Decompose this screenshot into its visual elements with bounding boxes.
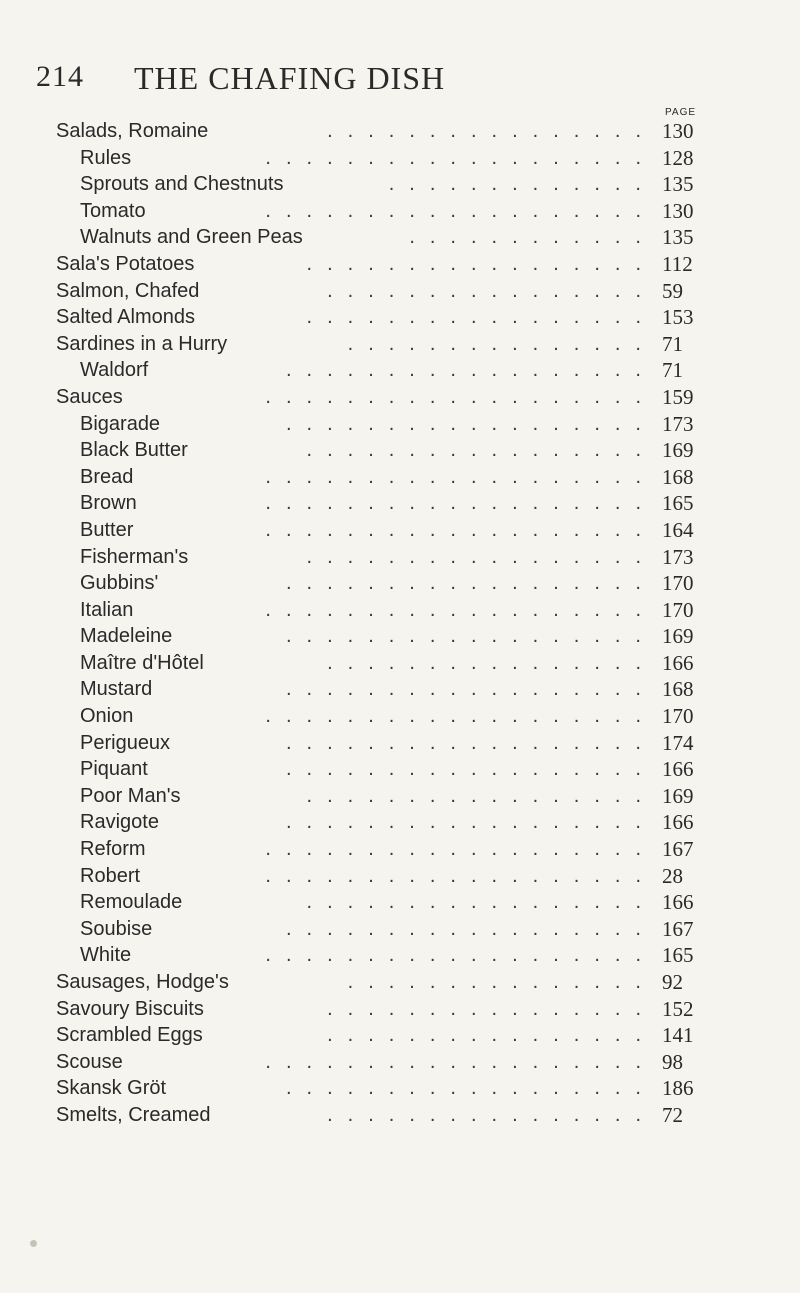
dot-leader: ................... <box>265 864 656 887</box>
index-entry-term: Reform <box>80 838 146 861</box>
index-entry-page: 152 <box>662 996 694 1021</box>
index-entry <box>56 676 716 703</box>
index-entry-page: 141 <box>662 1023 694 1048</box>
index-entry-term: Walnuts and Green Peas <box>80 226 303 249</box>
dot-leader: ................ <box>327 279 656 302</box>
dot-leader: ................... <box>265 492 656 515</box>
running-header <box>36 60 740 100</box>
index-entry-page: 159 <box>662 384 694 409</box>
index-entry-term: Bigarade <box>80 412 161 435</box>
index-entry <box>56 1102 716 1129</box>
index-entry-page: 130 <box>662 119 694 143</box>
index-entry <box>56 544 716 571</box>
index-entry-term: Scouse <box>56 1050 123 1073</box>
index-entry <box>56 889 716 916</box>
dot-leader: ................. <box>306 545 656 568</box>
dot-leader: .................. <box>285 412 656 435</box>
index-entry-term: Salted Almonds <box>56 306 195 329</box>
index-entry-page: 166 <box>662 757 694 782</box>
index-entry <box>56 278 716 305</box>
index-entry-page: 169 <box>662 783 694 808</box>
index-entry-term: Madeleine <box>80 625 173 648</box>
index-entry-page: 166 <box>662 650 694 675</box>
index-entry-page: 186 <box>662 1076 694 1101</box>
index-entry-page: 168 <box>662 464 694 489</box>
index-entry <box>56 597 716 624</box>
index-entry-term: Piquant <box>80 758 148 781</box>
dot-leader: ............ <box>409 226 656 249</box>
index-entry <box>56 703 716 730</box>
index-list <box>56 118 716 1129</box>
index-entry-page: 170 <box>662 571 694 596</box>
dot-leader: ................ <box>327 651 656 674</box>
dot-leader: ................... <box>265 705 656 728</box>
index-entry-term: Salads, Romaine <box>56 120 209 142</box>
index-entry-term: Sprouts and Chestnuts <box>80 173 284 196</box>
index-entry-page: 166 <box>662 890 694 915</box>
index-entry-term: Maître d'Hôtel <box>80 651 204 674</box>
index-entry-term: Onion <box>80 705 134 728</box>
index-entry-page: 71 <box>662 331 683 356</box>
index-entry-page: 170 <box>662 704 694 729</box>
paper-speck <box>30 1240 37 1247</box>
dot-leader: .................. <box>285 917 656 940</box>
dot-leader: ............... <box>347 332 656 355</box>
dot-leader: ................ <box>327 1103 656 1126</box>
dot-leader: .................. <box>285 811 656 834</box>
index-entry-term: Robert <box>80 864 141 887</box>
index-entry-term: Smelts, Creamed <box>56 1103 211 1126</box>
index-entry-term: Sardines in a Hurry <box>56 332 228 355</box>
index-entry-term: Remoulade <box>80 891 183 914</box>
dot-leader: .................. <box>285 731 656 754</box>
dot-leader: .................. <box>285 359 656 382</box>
index-entry <box>56 942 716 969</box>
index-entry-term: Scrambled Eggs <box>56 1024 203 1047</box>
dot-leader: ................. <box>306 891 656 914</box>
index-entry <box>56 863 716 890</box>
dot-leader: ................. <box>306 306 656 329</box>
dot-leader: .................. <box>285 758 656 781</box>
dot-leader: ................... <box>265 838 656 861</box>
index-entry-term: Salmon, Chafed <box>56 279 200 302</box>
index-entry-page: 153 <box>662 305 694 330</box>
dot-leader: ............. <box>388 173 656 196</box>
index-entry-term: Sausages, Hodge's <box>56 971 229 993</box>
index-entry <box>56 517 716 544</box>
index-entry-page: 98 <box>662 1049 683 1074</box>
dot-leader: ................... <box>265 518 656 541</box>
index-entry <box>56 384 716 411</box>
index-entry <box>56 145 716 172</box>
index-entry-term: Waldorf <box>80 359 149 382</box>
index-entry <box>56 1022 716 1049</box>
index-entry-term: Brown <box>80 492 137 515</box>
dot-leader: .................. <box>285 678 656 701</box>
index-entry-term: Perigueux <box>80 731 171 754</box>
index-entry-term: Bread <box>80 465 134 488</box>
dot-leader: ................ <box>327 1024 656 1047</box>
index-entry-page: 168 <box>662 677 694 702</box>
index-entry <box>56 251 716 278</box>
index-entry-page: 169 <box>662 624 694 649</box>
index-entry-page: 165 <box>662 943 694 968</box>
index-entry-page: 173 <box>662 411 694 436</box>
dot-leader: ................. <box>306 252 656 275</box>
index-entry <box>56 969 716 996</box>
index-entry-term: Gubbins' <box>80 572 159 595</box>
index-entry <box>56 756 716 783</box>
page-column-label: PAGE <box>665 107 697 118</box>
dot-leader: ................ <box>327 997 656 1020</box>
index-entry-term: Sala's Potatoes <box>56 252 195 275</box>
index-entry-page: 135 <box>662 172 694 197</box>
index-entry-page: 166 <box>662 810 694 835</box>
index-entry-term: White <box>80 944 132 967</box>
index-entry-term: Mustard <box>80 678 153 701</box>
index-entry-page: 59 <box>662 278 683 303</box>
dot-leader: ................ <box>327 120 656 142</box>
index-entry-term: Savoury Biscuits <box>56 997 204 1020</box>
index-entry-page: 92 <box>662 970 683 994</box>
index-entry <box>56 570 716 597</box>
dot-leader: ................... <box>265 465 656 488</box>
index-entry <box>56 464 716 491</box>
index-entry <box>56 304 716 331</box>
dot-leader: ................... <box>265 199 656 222</box>
index-entry-term: Butter <box>80 518 134 541</box>
index-entry-page: 28 <box>662 863 683 888</box>
index-entry-page: 71 <box>662 358 683 383</box>
index-entry-page: 165 <box>662 491 694 516</box>
index-entry-term: Ravigote <box>80 811 159 834</box>
index-entry <box>56 730 716 757</box>
index-entry-term: Fisherman's <box>80 545 189 568</box>
index-entry <box>56 331 716 358</box>
dot-leader: ................. <box>306 439 656 462</box>
index-entry <box>56 437 716 464</box>
dot-leader: ................... <box>265 1050 656 1073</box>
index-entry-page: 112 <box>662 251 693 276</box>
index-entry-page: 130 <box>662 198 694 223</box>
index-entry-page: 135 <box>662 225 694 250</box>
index-entry-term: Italian <box>80 598 134 621</box>
index-entry <box>56 171 716 198</box>
dot-leader: .................. <box>285 572 656 595</box>
index-entry-page: 128 <box>662 145 694 170</box>
dot-leader: ................... <box>265 598 656 621</box>
index-entry <box>56 836 716 863</box>
index-entry-term: Rules <box>80 146 132 169</box>
index-entry <box>56 623 716 650</box>
index-entry <box>56 916 716 943</box>
dot-leader: ............... <box>347 971 656 993</box>
dot-leader: ................... <box>265 385 656 408</box>
index-entry-term: Sauces <box>56 385 123 408</box>
dot-leader: .................. <box>285 625 656 648</box>
index-entry <box>56 198 716 225</box>
index-entry-page: 170 <box>662 597 694 622</box>
index-entry-page: 174 <box>662 730 694 755</box>
dot-leader: ................... <box>265 944 656 967</box>
index-entry <box>56 118 716 145</box>
dot-leader: .................. <box>285 1077 656 1100</box>
index-entry-term: Poor Man's <box>80 784 181 807</box>
running-title: THE CHAFING DISH <box>134 60 446 96</box>
index-entry-term: Tomato <box>80 199 146 222</box>
index-entry <box>56 224 716 251</box>
index-entry <box>56 411 716 438</box>
index-entry <box>56 996 716 1023</box>
dot-leader: ................. <box>306 784 656 807</box>
page-number: 214 <box>36 60 84 93</box>
index-entry <box>56 1075 716 1102</box>
index-entry-term: Soubise <box>80 917 153 940</box>
index-entry-term: Skansk Gröt <box>56 1077 167 1100</box>
index-entry <box>56 809 716 836</box>
index-entry <box>56 650 716 677</box>
index-entry <box>56 490 716 517</box>
index-entry <box>56 783 716 810</box>
dot-leader: ................... <box>265 146 656 169</box>
index-entry-page: 72 <box>662 1102 683 1127</box>
index-entry-page: 164 <box>662 517 694 542</box>
index-entry-page: 167 <box>662 916 694 941</box>
index-entry <box>56 1049 716 1076</box>
index-entry <box>56 357 716 384</box>
index-entry-page: 167 <box>662 837 694 862</box>
index-entry-term: Black Butter <box>80 439 188 462</box>
index-entry-page: 173 <box>662 544 694 569</box>
index-entry-page: 169 <box>662 438 694 463</box>
